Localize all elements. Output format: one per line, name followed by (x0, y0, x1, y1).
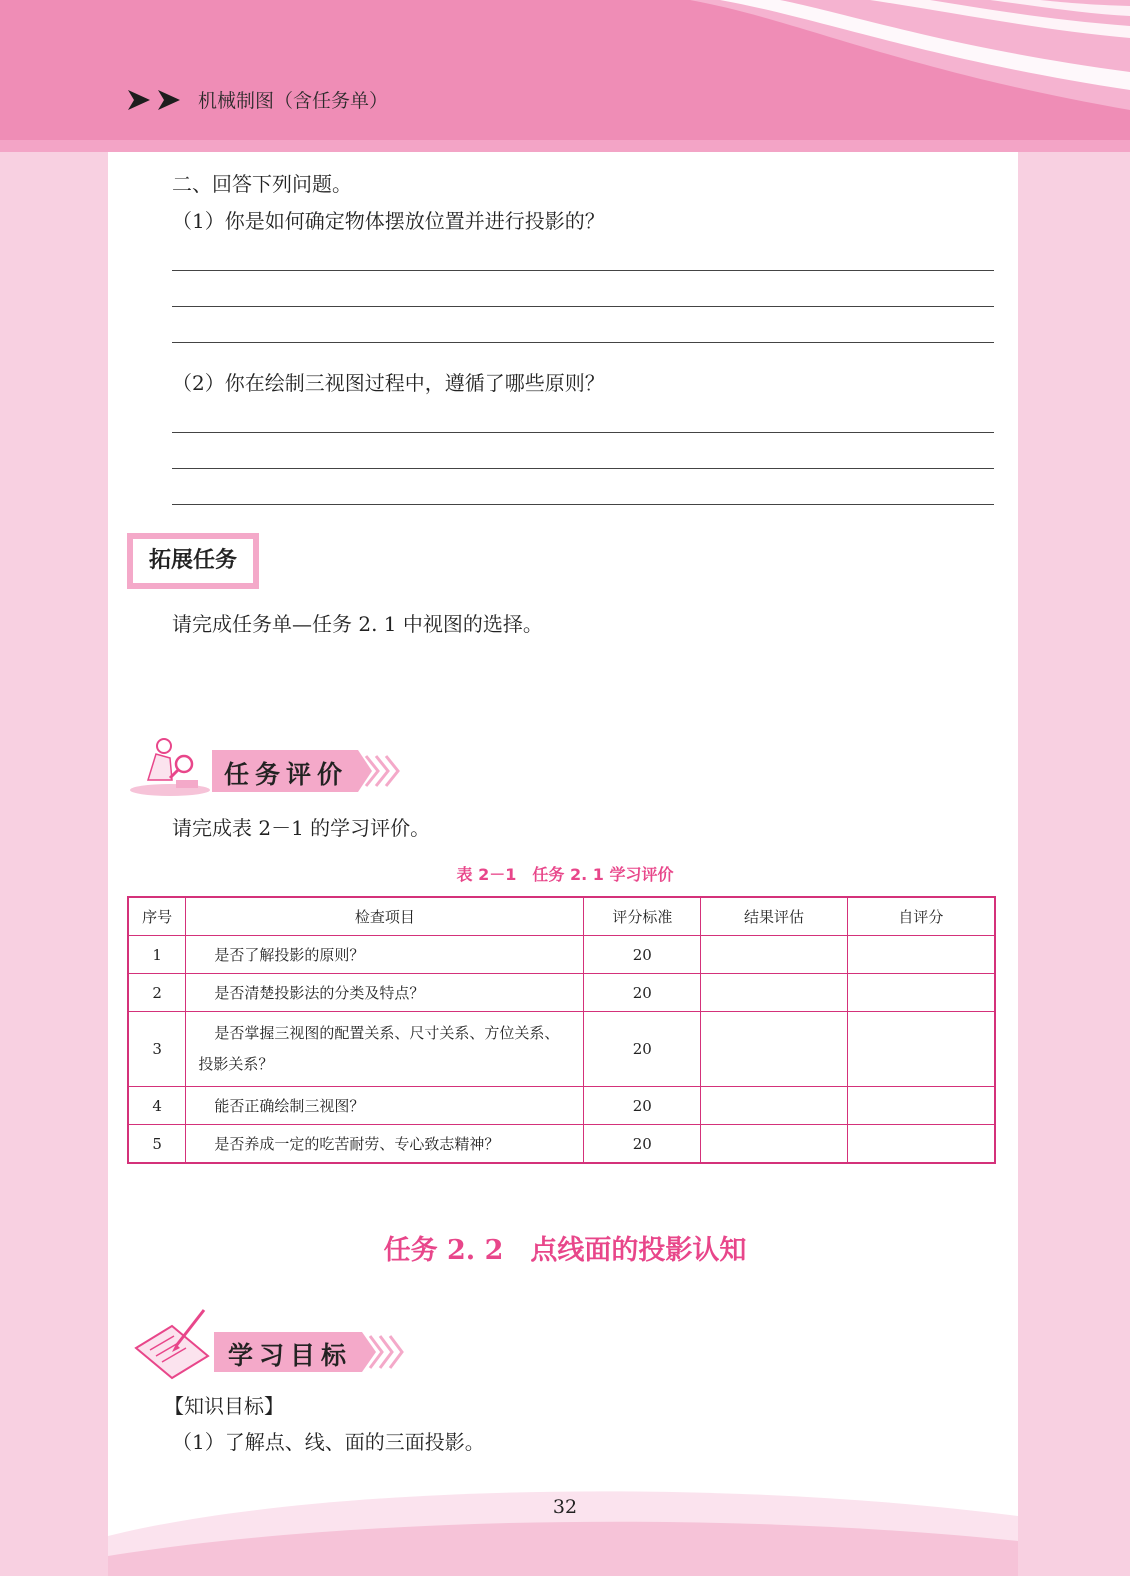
score-standard: 20 (584, 1087, 701, 1125)
table-row (128, 1087, 995, 1125)
row-number: 5 (128, 1125, 186, 1164)
page-header (0, 0, 1130, 140)
check-item: 是否掌握三视图的配置关系、尺寸关系、方位关系、投影关系？ (186, 1012, 584, 1087)
column-header: 序号 (128, 897, 186, 936)
result-cell[interactable] (701, 1087, 848, 1125)
self-score-cell[interactable] (847, 974, 995, 1012)
extension-task-text: 请完成任务单—任务 2. 1 中视图的选择。 (172, 612, 543, 636)
result-cell[interactable] (701, 936, 848, 974)
answer-line[interactable] (172, 432, 994, 433)
objectives-banner-label: 学习目标 (228, 1341, 353, 1370)
answer-line[interactable] (172, 306, 994, 307)
check-item: 能否正确绘制三视图？ (186, 1087, 584, 1125)
row-number: 3 (128, 1012, 186, 1087)
table-row (128, 936, 995, 974)
column-header: 自评分 (847, 897, 995, 936)
table-row (128, 1125, 995, 1164)
objective-item-1: （1）了解点、线、面的三面投影。 (172, 1430, 485, 1454)
result-cell[interactable] (701, 1012, 848, 1087)
section-title: 任务 2. 2 点线面的投影认知 (383, 1235, 747, 1266)
check-item: 是否养成一定的吃苦耐劳、专心致志精神？ (186, 1125, 584, 1164)
score-standard: 20 (584, 1012, 701, 1087)
self-score-cell[interactable] (847, 936, 995, 974)
column-header: 检查项目 (186, 897, 584, 936)
question-2: （2）你在绘制三视图过程中，遵循了哪些原则？ (172, 371, 605, 395)
row-number: 4 (128, 1087, 186, 1125)
questions-heading: 二、回答下列问题。 (172, 172, 352, 196)
self-score-cell[interactable] (847, 1087, 995, 1125)
evaluation-table (127, 896, 996, 1164)
table-row (128, 974, 995, 1012)
extension-task-label: 拓展任务 (133, 539, 253, 583)
clipboard-pencil-icon (136, 1310, 208, 1378)
score-standard: 20 (584, 936, 701, 974)
answer-line[interactable] (172, 468, 994, 469)
header-swoosh-decoration (570, 0, 1130, 140)
row-number: 2 (128, 974, 186, 1012)
page-number: 32 (552, 1496, 578, 1518)
answer-line[interactable] (172, 270, 994, 271)
evaluation-banner-label: 任务评价 (224, 760, 349, 789)
answer-line[interactable] (172, 504, 994, 505)
self-score-cell[interactable] (847, 1012, 995, 1087)
score-standard: 20 (584, 1125, 701, 1164)
extension-task-box (127, 533, 259, 589)
knowledge-objective-label: 【知识目标】 (164, 1394, 284, 1418)
score-standard: 20 (584, 974, 701, 1012)
question-1: （1）你是如何确定物体摆放位置并进行投影的？ (172, 209, 605, 233)
magnifier-person-icon (130, 739, 210, 796)
table-caption: 表 2－1 任务 2. 1 学习评价 (456, 865, 674, 884)
answer-line[interactable] (172, 342, 994, 343)
row-number: 1 (128, 936, 186, 974)
table-header-row (128, 897, 995, 936)
column-header: 结果评估 (701, 897, 848, 936)
result-cell[interactable] (701, 1125, 848, 1164)
result-cell[interactable] (701, 974, 848, 1012)
self-score-cell[interactable] (847, 1125, 995, 1164)
header-strip (0, 140, 1130, 152)
column-header: 评分标准 (584, 897, 701, 936)
evaluation-intro: 请完成表 2－1 的学习评价。 (172, 816, 431, 840)
table-row (128, 1012, 995, 1087)
book-title: 机械制图（含任务单） (198, 90, 389, 112)
check-item: 是否了解投影的原则？ (186, 936, 584, 974)
check-item: 是否清楚投影法的分类及特点？ (186, 974, 584, 1012)
double-arrow-icon (128, 88, 188, 112)
